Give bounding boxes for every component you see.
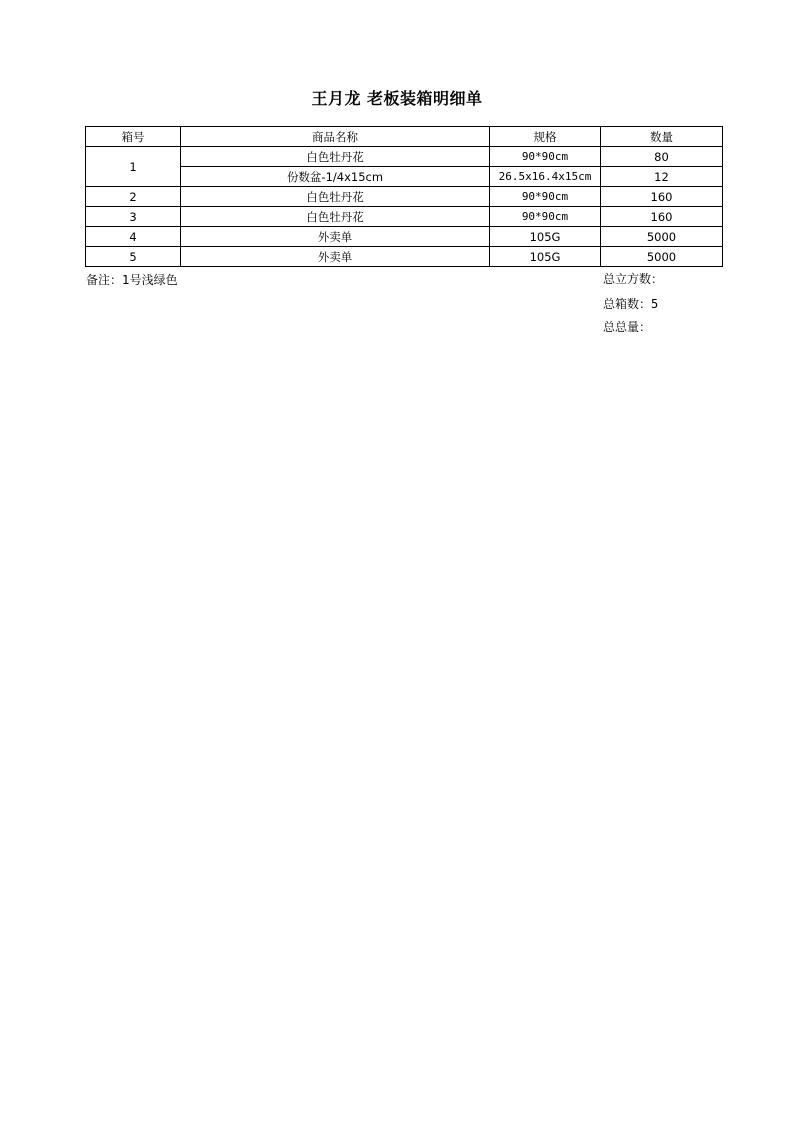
cell-quantity: 160 <box>601 187 723 207</box>
cell-product-name: 白色牡丹花 <box>181 147 490 167</box>
cell-box-no: 1 <box>86 147 181 187</box>
header-product-name: 商品名称 <box>181 127 490 147</box>
cell-spec: 90*90cm <box>490 147 601 167</box>
summary-total-volume <box>603 270 663 287</box>
table-row <box>86 167 723 187</box>
header-box-no: 箱号 <box>86 127 181 147</box>
remark-note <box>86 271 178 288</box>
cell-box-no: 5 <box>86 247 181 267</box>
remark-text: 1号浅绿色 <box>122 273 178 287</box>
cell-box-no: 2 <box>86 187 181 207</box>
summary-total-weight <box>603 318 651 335</box>
table-row <box>86 147 723 167</box>
packing-list-table <box>85 126 723 267</box>
cell-quantity: 80 <box>601 147 723 167</box>
header-spec: 规格 <box>490 127 601 147</box>
cell-spec: 105G <box>490 227 601 247</box>
cell-quantity: 5000 <box>601 227 723 247</box>
total-weight-label: 总总量： <box>603 320 652 334</box>
header-quantity: 数量 <box>601 127 723 147</box>
table-row <box>86 187 723 207</box>
table-row <box>86 207 723 227</box>
cell-product-name: 白色牡丹花 <box>181 187 490 207</box>
cell-product-name: 份数盆-1/4x15cm <box>181 167 490 187</box>
cell-quantity: 160 <box>601 207 723 227</box>
cell-box-no: 4 <box>86 227 181 247</box>
cell-product-name: 外卖单 <box>181 227 490 247</box>
remark-label: 备注： <box>86 273 123 287</box>
total-boxes-value: 5 <box>651 297 659 311</box>
cell-box-no: 3 <box>86 207 181 227</box>
cell-product-name: 外卖单 <box>181 247 490 267</box>
table-row <box>86 227 723 247</box>
table-header-row <box>86 127 723 147</box>
document-title: 王月龙 老板装箱明细单 <box>311 89 483 108</box>
cell-spec: 105G <box>490 247 601 267</box>
table-row <box>86 247 723 267</box>
cell-spec: 90*90cm <box>490 187 601 207</box>
cell-spec: 26.5x16.4x15cm <box>490 167 601 187</box>
total-boxes-label: 总箱数： <box>603 297 652 311</box>
summary-total-boxes <box>603 295 658 312</box>
total-volume-label: 总立方数： <box>603 272 664 286</box>
cell-product-name: 白色牡丹花 <box>181 207 490 227</box>
cell-quantity: 5000 <box>601 247 723 267</box>
cell-quantity: 12 <box>601 167 723 187</box>
cell-spec: 90*90cm <box>490 207 601 227</box>
